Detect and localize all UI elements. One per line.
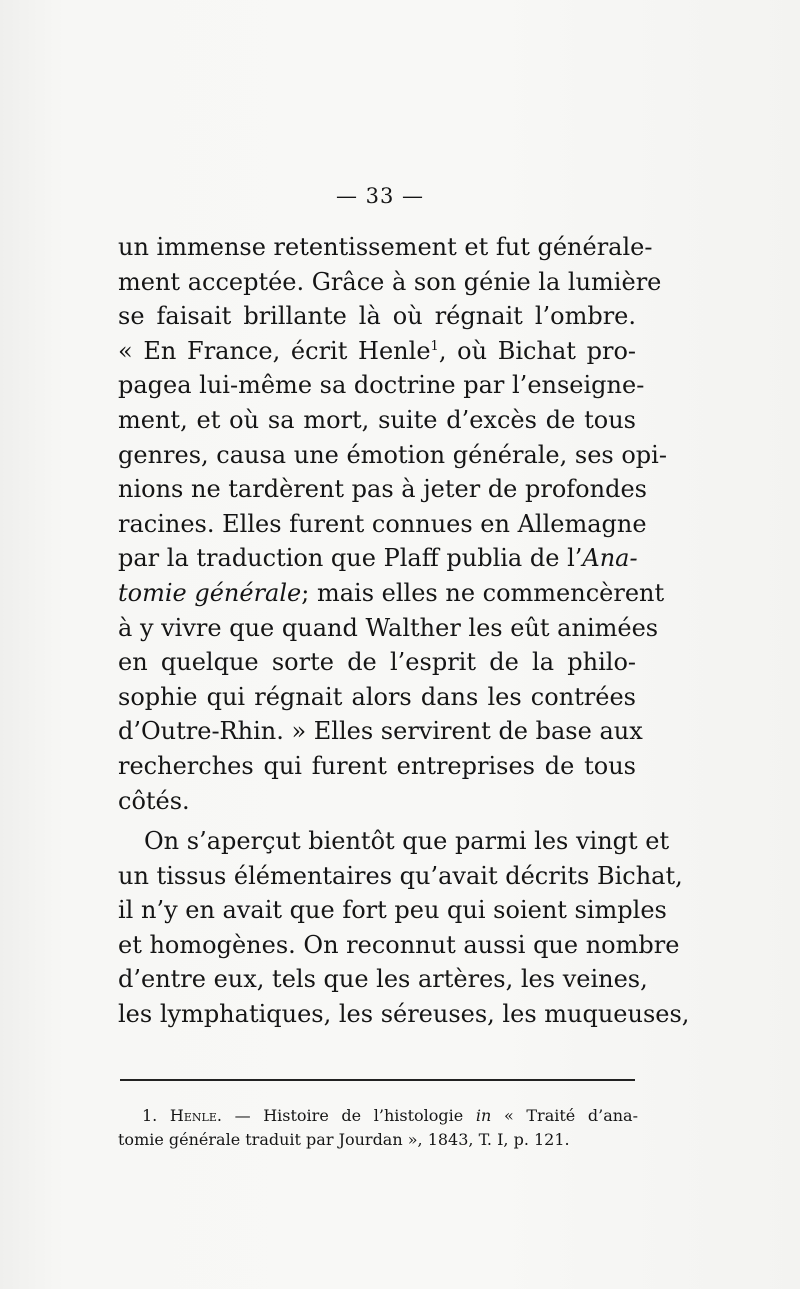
text-line: [118, 334, 636, 369]
footnote-italic: in: [475, 1106, 492, 1125]
page-number: — 33 —: [335, 184, 425, 208]
text-segment: par la traduction que Plaff publia de l’: [118, 544, 583, 573]
text-line: ment, et où sa mort, suite d’excès de tous: [118, 405, 636, 434]
text-line: d’entre eux, tels que les artères, les veines,: [118, 965, 648, 994]
footnote-marker: 1.: [142, 1106, 170, 1125]
footnote-text: « Traité d’ana-: [491, 1106, 638, 1125]
text-line: nions ne tardèrent pas à jeter de profondes: [118, 475, 647, 504]
text-line: en quelque sorte de l’esprit de la philo-: [118, 648, 636, 677]
text-line: se faisait brillante là où régnait l’ombre.: [118, 302, 636, 331]
footnote-reference: 1: [430, 338, 439, 354]
text-line: côtés.: [118, 786, 190, 815]
text-line: et homogènes. On reconnut aussi que nombre: [118, 930, 680, 959]
italic-title: Ana-: [582, 544, 638, 573]
footnote: [118, 1104, 638, 1152]
text-line: genres, causa une émotion générale, ses opi-: [118, 440, 667, 469]
italic-title: tomie générale: [118, 578, 302, 607]
body-text: [118, 230, 690, 1032]
text-segment: ; mais elles ne commencèrent: [301, 578, 665, 607]
text-line: racines. Elles furent connues en Allemagne: [118, 509, 647, 538]
text-line: les lymphatiques, les séreuses, les muqueuses,: [118, 1000, 690, 1029]
text-line: d’Outre-Rhin. » Elles servirent de base aux: [118, 717, 643, 746]
text-segment: , où Bichat pro-: [438, 336, 637, 365]
text-line: sophie qui régnait alors dans les contrées: [118, 682, 636, 711]
text-line: ment acceptée. Grâce à son génie la lumière: [118, 267, 662, 296]
text-line: un immense retentissement et fut générale-: [118, 233, 653, 261]
text-line: [118, 541, 636, 576]
footnote-divider: [120, 1079, 635, 1081]
text-segment: « En France, écrit Henle: [118, 336, 431, 365]
footnote-text: — Histoire de l’histologie: [221, 1106, 476, 1125]
footnote-line: [118, 1104, 638, 1128]
text-line: recherches qui furent entreprises de tous: [118, 751, 636, 780]
text-line: à y vivre que quand Walther les eût animées: [118, 613, 659, 642]
footnote-author: Henle.: [169, 1106, 222, 1125]
text-line: un tissus élémentaires qu’avait décrits Bichat,: [118, 861, 683, 890]
text-line: On s’aperçut bientôt que parmi les vingt et: [144, 827, 670, 856]
text-line: pagea lui-même sa doctrine par l’enseigne-: [118, 371, 645, 400]
footnote-line: tomie générale traduit par Jourdan », 1843, T. I, p. 121.: [118, 1130, 570, 1149]
text-line: [118, 576, 665, 611]
text-line: il n’y en avait que fort peu qui soient simples: [118, 896, 667, 925]
